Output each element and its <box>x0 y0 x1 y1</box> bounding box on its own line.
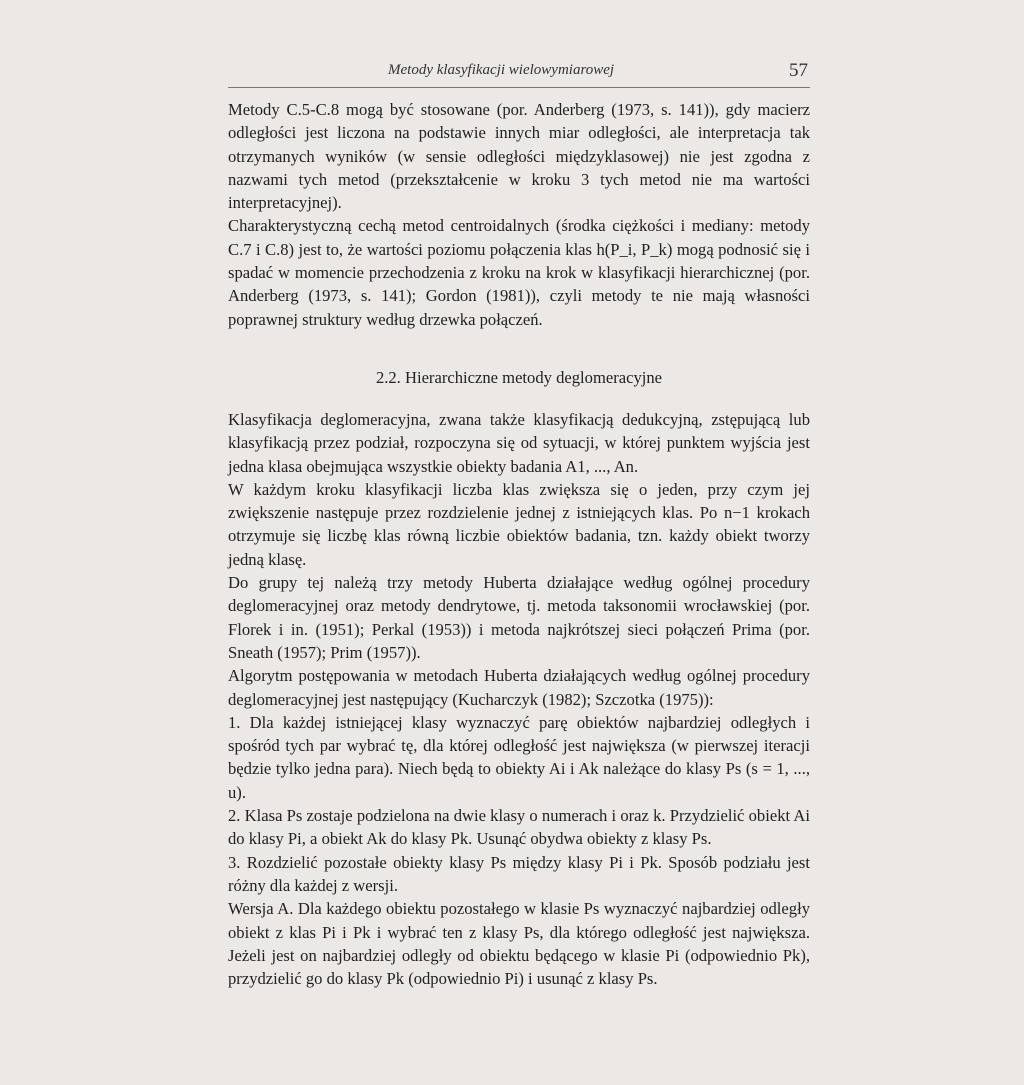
section-heading: 2.2. Hierarchiczne metody deglomeracyjne <box>375 368 663 387</box>
paragraph: W każdym kroku klasyfikacji liczba klas zwiększa się o jeden, przy czym jej zwiększenie następuje przez rozdzielenie jednej z istniejących klas. Po n−1 krokach otrzymuje się liczbę klas równą liczbie obiektów badania, tzn. każdy obiekt tworzy jedną klasę. <box>228 479 810 569</box>
list-item: 1. Dla każdej istniejącej klasy wyznaczyć parę obiektów najbardziej odległych i spośród tych par wybrać tę, dla której odległość jest największa (w pierwszej iteracji będzie tylko jedna para). Niech będą to obiekty Ai i Ak należące do klasy Ps (s = 1, ..., u). <box>228 712 810 802</box>
running-header <box>228 62 808 86</box>
paragraph: Algorytm postępowania w metodach Huberta działających według ogólnej procedury deglomeracyjnej jest następujący (Kucharczyk (1982); Szczotka (1975)): <box>228 666 810 709</box>
paragraph: Klasyfikacja deglomeracyjna, zwana także klasyfikacją dedukcyjną, zstępującą lub klasyfikacją przez podział, rozpoczyna się od sytuacji, w której punktem wyjścia jest jedna klasa obejmująca wszystkie obiekty badania A1, ..., An. <box>228 410 810 476</box>
list-item: 2. Klasa Ps zostaje podzielona na dwie klasy o numerach i oraz k. Przydzielić obiekt Ai do klasy Pi, a obiekt Ak do klasy Pk. Usunąć obydwa obiekty z klasy Ps. <box>228 806 810 849</box>
page-number: 57 <box>789 60 808 81</box>
text-block-top <box>228 98 810 331</box>
header-rule <box>228 87 810 88</box>
paragraph: Do grupy tej należą trzy metody Huberta działające według ogólnej procedury deglomeracyjnej oraz metody dendrytowe, tj. metoda taksonomii wrocławskiej (por. Florek i in. (1951); Perkal (1953)) i metoda najkrótszej sieci połączeń Prima (por. Sneath (1957); Prim (1957)). <box>228 573 810 662</box>
paragraph: Metody C.5-C.8 mogą być stosowane (por. Anderberg (1973, s. 141)), gdy macierz odległości jest liczona na podstawie innych miar odległości, ale interpretacja tak otrzymanych wyników (w sensie odległości międzyklasowej) nie jest zgodna z nazwami tych metod (przekształcenie w kroku 3 tych metod nie ma wartości interpretacyjnej). <box>228 100 810 213</box>
paragraph: Wersja A. Dla każdego obiektu pozostałego w klasie Ps wyznaczyć najbardziej odległy obiekt z klas Pi i Pk i wybrać ten z klasy Ps, dla którego odległość jest największa. Jeżeli jest on najbardziej odległy od obiektu będącego w klasie Pi (odpowiednio Pk), przydzielić go do klasy Pk (odpowiednio Pi) i usunąć z klasy Ps. <box>228 899 810 989</box>
text-block-bottom <box>228 408 810 990</box>
paragraph: Charakterystyczną cechą metod centroidalnych (środka ciężkości i mediany: metody C.7 i C.8) jest to, że wartości poziomu połączenia klas h(P_i, P_k) mogą podnosić się i spadać w momencie przechodzenia z kroku na krok w klasyfikacji hierarchicznej (por. Anderberg (1973, s. 141); Gordon (1981)), czyli metody te nie mają własności poprawnej struktury według drzewka połączeń. <box>228 216 810 329</box>
running-title: Metody klasyfikacji wielowymiarowej <box>388 62 615 78</box>
list-item: 3. Rozdzielić pozostałe obiekty klasy Ps między klasy Pi i Pk. Sposób podziału jest różny dla każdej z wersji. <box>228 852 810 895</box>
